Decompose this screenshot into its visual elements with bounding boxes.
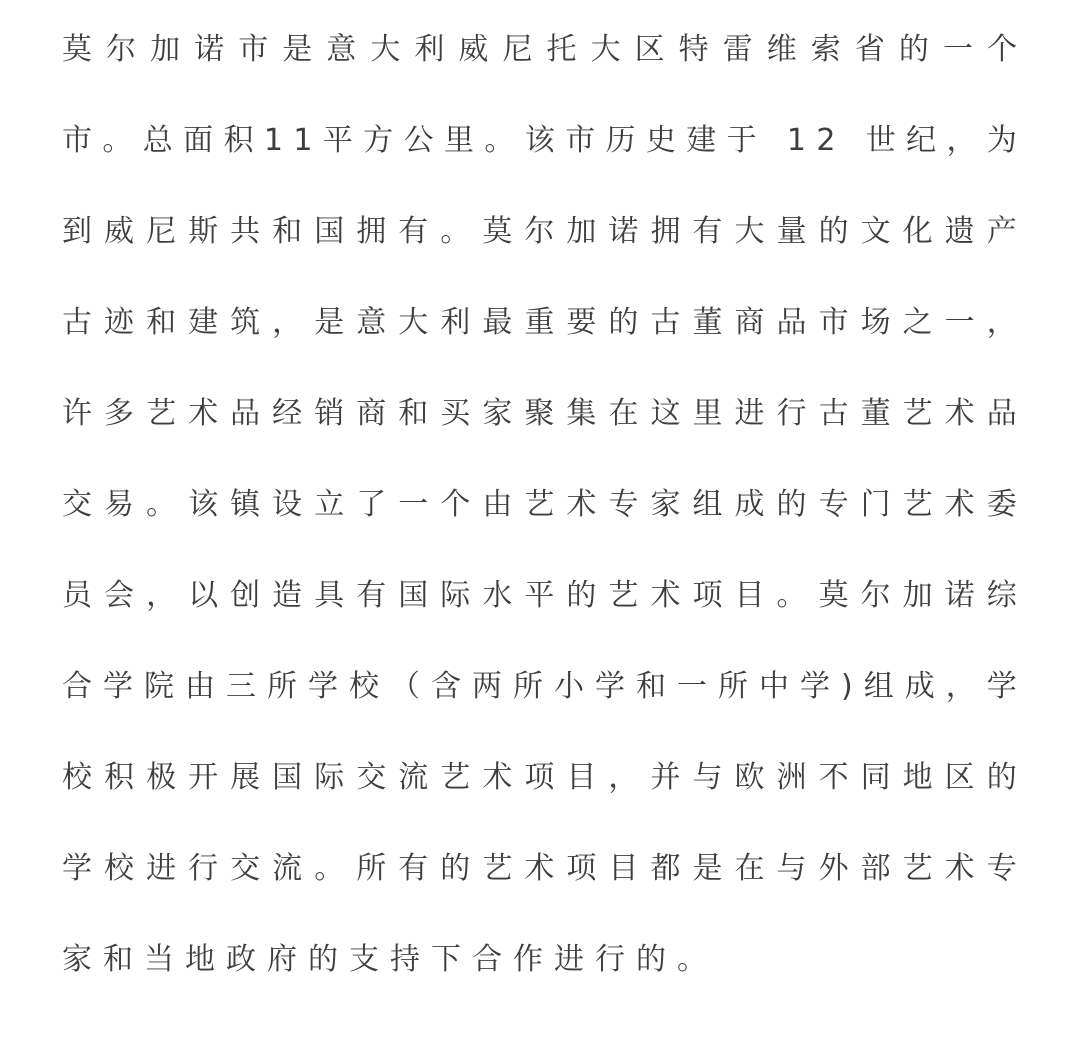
article-line-8: 合 学 院 由 三 所 学 校 （ 含 两 所 小 学 和 一 所 中 学 ) 组 成 ， 学 <box>62 669 1017 704</box>
article-line-4: 古 迹 和 建 筑 ， 是 意 大 利 最 重 要 的 古 董 商 品 市 场 之 一 ， <box>62 305 1017 340</box>
article-line-9: 校 积 极 开 展 国 际 交 流 艺 术 项 目 ， 并 与 欧 洲 不 同 地 区 的 <box>62 760 1017 795</box>
article-line-7: 员 会 ， 以 创 造 具 有 国 际 水 平 的 艺 术 项 目 。 莫 尔 加 诺 综 <box>62 578 1017 613</box>
article-line-5: 许 多 艺 术 品 经 销 商 和 买 家 聚 集 在 这 里 进 行 古 董 艺 术 品 <box>62 396 1017 431</box>
article-line-6: 交 易 。 该 镇 设 立 了 一 个 由 艺 术 专 家 组 成 的 专 门 艺 术 委 <box>62 487 1017 522</box>
article-line-10: 学 校 进 行 交 流 。 所 有 的 艺 术 项 目 都 是 在 与 外 部 艺 术 专 <box>62 851 1017 886</box>
article-line-3: 到 威 尼 斯 共 和 国 拥 有 。 莫 尔 加 诺 拥 有 大 量 的 文 化 遗 产 <box>62 214 1017 249</box>
article-line-11: 家和当地政府的支持下合作进行的。 <box>62 942 718 977</box>
article-line-2: 市 。 总 面 积 1 1 平 方 公 里 。 该 市 历 史 建 于 1 2 世 纪 ， 为 <box>62 123 1017 158</box>
article-line-1: 莫 尔 加 诺 市 是 意 大 利 威 尼 托 大 区 特 雷 维 索 省 的 一 个 <box>62 32 1017 67</box>
